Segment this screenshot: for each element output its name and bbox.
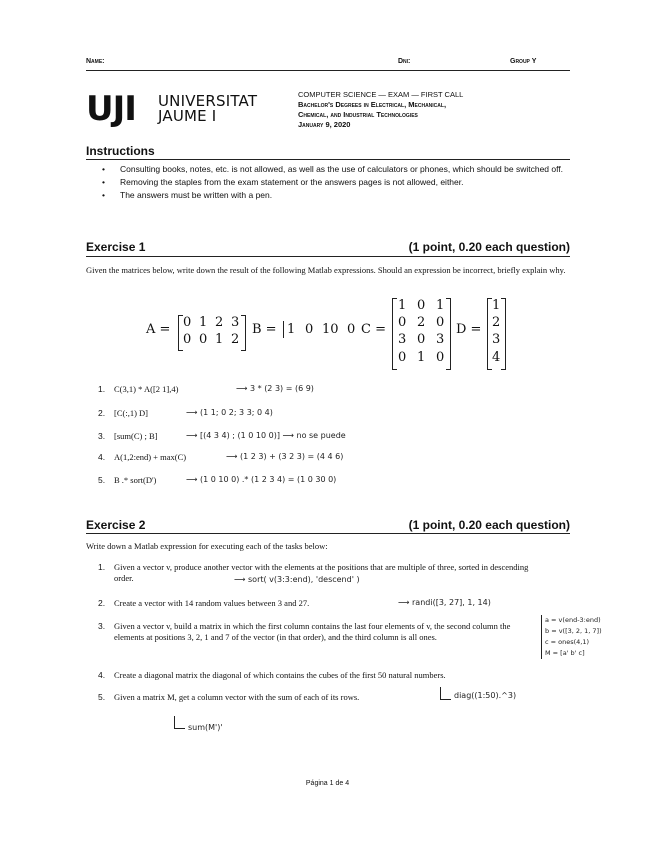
- handwritten-answer: ⟶ (1 0 10 0) .* (1 2 3 4) = (1 0 30 0): [186, 475, 337, 484]
- matrix-a-right-bracket: [241, 315, 246, 351]
- university-name-line2: JAUME I: [158, 107, 217, 125]
- matrix-a-cell: 0: [199, 332, 208, 347]
- question-number: 2.: [98, 408, 106, 418]
- matrix-a-cell: 2: [231, 332, 240, 347]
- matrix-c-cell: 0: [417, 298, 426, 313]
- exercise2-title: Exercise 2: [86, 518, 146, 532]
- matrix-c-cell: 3: [436, 332, 445, 347]
- handwritten-answer-5: sum(M')': [188, 723, 223, 732]
- matrix-c-cell: 1: [436, 298, 445, 313]
- matrix-a-cell: 3: [231, 315, 240, 330]
- question-code: C(3,1) * A([2 1],4): [114, 384, 179, 394]
- exercise1-title: Exercise 1: [86, 240, 146, 254]
- group-label: Group Y: [510, 58, 537, 65]
- matrix-a-cell: 2: [215, 315, 224, 330]
- university-logo: [86, 89, 276, 129]
- university-name: [158, 94, 257, 124]
- question-number: 1.: [98, 562, 106, 572]
- exam-degrees-2: Chemical, and Industrial Technologies: [298, 110, 418, 119]
- exam-degrees-1: Bachelor's Degrees in Electrical, Mechanical,: [298, 100, 447, 109]
- exercise1-rule: [86, 256, 570, 257]
- answer-line: b = v([3, 2, 1, 7]): [545, 627, 602, 635]
- handwritten-answer: ⟶ (1 1; 0 2; 3 3; 0 4): [186, 408, 273, 417]
- question-code: B .* sort(D'): [114, 475, 157, 485]
- exam-title: COMPUTER SCIENCE — EXAM — FIRST CALL: [298, 90, 464, 99]
- handwritten-answer: ⟶ [(4 3 4) ; (1 0 10 0)] ⟶ no se puede: [186, 431, 346, 440]
- handwritten-answer-3: [541, 615, 602, 659]
- matrix-c-cell: 0: [436, 350, 445, 365]
- exercise2-rule: [86, 533, 570, 534]
- uji-mark: UJI: [86, 89, 136, 129]
- matrix-d-cell: 4: [492, 350, 501, 365]
- answer-line: M = [a' b' c]: [545, 649, 585, 657]
- matrix-c-left-bracket: [392, 298, 397, 370]
- dni-label: Dni:: [398, 58, 411, 65]
- handwritten-answer-4-bracket: [440, 687, 451, 700]
- exercise1-intro: Given the matrices below, write down the result of the following Matlab expressions. Should an expression be incorrect, briefly explain why.: [86, 265, 566, 275]
- handwritten-answer: ⟶ (1 2 3) + (3 2 3) = (4 4 6): [226, 452, 344, 461]
- page-footer: Página 1 de 4: [305, 780, 350, 787]
- handwritten-answer: ⟶ 3 * (2 3) = (6 9): [236, 384, 314, 393]
- instructions-list: [102, 164, 578, 201]
- matrix-d-cell: 1: [492, 298, 501, 313]
- matrix-d-right-bracket: [501, 298, 506, 370]
- matrix-c-cell: 0: [398, 350, 407, 365]
- matrix-c-cell: 1: [417, 350, 426, 365]
- question-number: 1.: [98, 384, 106, 394]
- matrix-a-cell: 1: [199, 315, 208, 330]
- matrix-c-cell: 0: [398, 315, 407, 330]
- question-number: 5.: [98, 692, 106, 702]
- exam-info: [298, 90, 463, 130]
- matrix-d-label: D =: [456, 322, 482, 337]
- matrix-b-cell: 0: [347, 322, 356, 337]
- question-number: 3.: [98, 621, 106, 631]
- handwritten-answer-4: diag((1:50).^3): [454, 691, 517, 700]
- student-header: [86, 58, 570, 71]
- handwritten-answer-5-bracket: [174, 716, 185, 729]
- question-code: [sum(C) ; B]: [114, 431, 158, 441]
- question-code: A(1,2:end) + max(C): [114, 452, 187, 462]
- question-text: Given a vector v, produce another vector with the elements at the positions that are multiple of three, sorted in descending order.: [114, 562, 529, 583]
- matrix-c-label: C =: [361, 322, 386, 337]
- matrix-c-cell: 0: [436, 315, 445, 330]
- question-number: 4.: [98, 452, 106, 462]
- instructions-rule: [86, 159, 570, 160]
- question-text: Given a vector v, build a matrix in which the first column contains the last four elements of v, the second column the elements at positions 3, 2, 1 and 7 of the vector (in that order), and the third column is all ones.: [114, 621, 511, 642]
- matrix-b-cell: 1: [287, 322, 296, 337]
- question-text: Given a matrix M, get a column vector with the sum of each of its rows.: [114, 692, 360, 702]
- question-number: 2.: [98, 598, 106, 608]
- university-name-line1: UNIVERSITAT: [158, 92, 258, 110]
- question-number: 3.: [98, 431, 106, 441]
- handwritten-answer: ⟶ randi([3, 27], 1, 14): [398, 598, 491, 607]
- exercise1-points: (1 point, 0.20 each question): [408, 240, 570, 254]
- matrix-b-cell: 10: [322, 322, 339, 337]
- matrix-c-cell: 0: [417, 332, 426, 347]
- matrix-b-label: B =: [252, 322, 277, 337]
- matrix-b-cell: 0: [305, 322, 314, 337]
- question-number: 5.: [98, 475, 106, 485]
- question-number: 4.: [98, 670, 106, 680]
- exercise2-intro: Write down a Matlab expression for executing each of the tasks below:: [86, 541, 328, 551]
- question-text: Create a diagonal matrix the diagonal of which contains the cubes of the first 50 natural numbers.: [114, 670, 446, 680]
- exercise2-points: (1 point, 0.20 each question): [408, 518, 570, 532]
- matrix-c-cell: 1: [398, 298, 407, 313]
- matrix-c-right-bracket: [446, 298, 451, 370]
- matrix-a-cell: 0: [183, 315, 192, 330]
- instructions-title: Instructions: [86, 144, 155, 158]
- instruction-item: • The answers must be written with a pen.: [102, 190, 578, 201]
- answer-line: a = v(end-3:end): [545, 616, 601, 624]
- instruction-item: • Removing the staples from the exam statement or the answers pages is not allowed, either.: [102, 177, 578, 188]
- instruction-item: • Consulting books, notes, etc. is not allowed, as well as the use of calculators or phones, which should be switched off.: [102, 164, 578, 175]
- answer-line: c = ones(4,1): [545, 638, 590, 646]
- matrix-a-left-bracket: [178, 315, 183, 351]
- matrix-a-label: A =: [146, 322, 171, 337]
- matrix-c-cell: 3: [398, 332, 407, 347]
- name-label: Name:: [86, 58, 105, 65]
- handwritten-answer: ⟶ sort( v(3:3:end), 'descend' ): [234, 575, 360, 584]
- exam-date: January 9, 2020: [298, 120, 351, 129]
- matrix-d-cell: 3: [492, 332, 501, 347]
- matrix-a-cell: 1: [215, 332, 224, 347]
- matrix-d-cell: 2: [492, 315, 501, 330]
- question-code: [C(:,1) D]: [114, 408, 148, 418]
- matrix-c-cell: 2: [417, 315, 426, 330]
- question-text: Create a vector with 14 random values between 3 and 27.: [114, 598, 310, 608]
- matrix-b-left-bar: [283, 321, 285, 338]
- matrix-a-cell: 0: [183, 332, 192, 347]
- matrix-d-left-bracket: [487, 298, 492, 370]
